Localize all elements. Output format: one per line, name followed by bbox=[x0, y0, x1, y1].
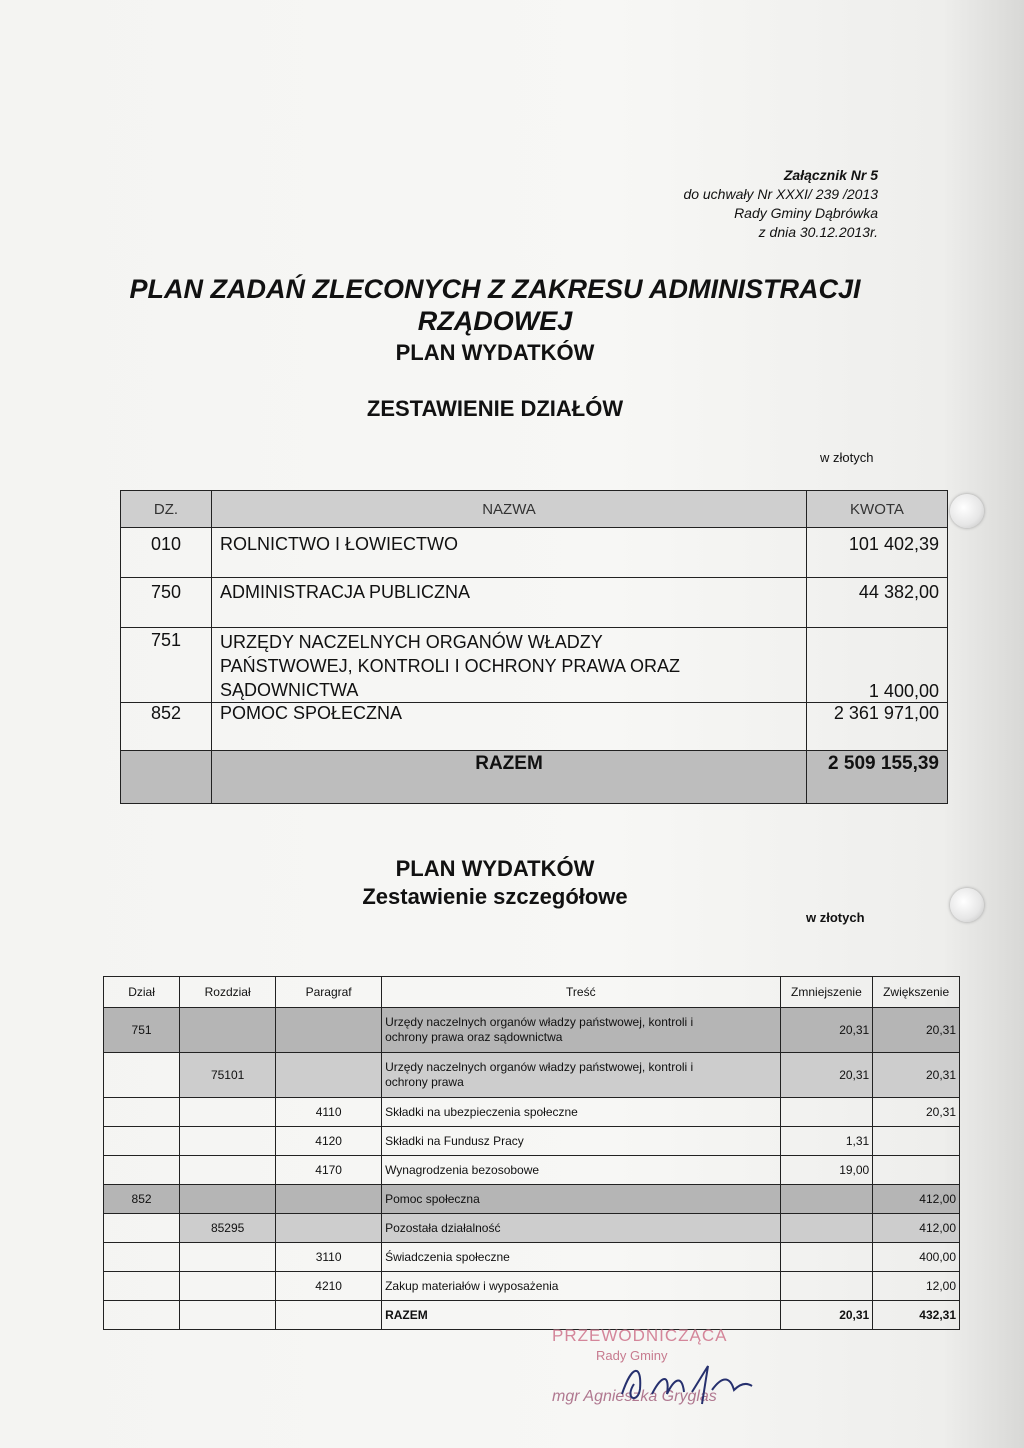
cell-rozdzial bbox=[180, 1272, 276, 1301]
cell-paragraf: 4170 bbox=[276, 1156, 382, 1185]
cell-paragraf: 4210 bbox=[276, 1272, 382, 1301]
table-row bbox=[104, 1185, 960, 1214]
signature bbox=[612, 1354, 762, 1414]
cell-tresc bbox=[382, 1053, 781, 1098]
resolution-number: do uchwały Nr XXXI/ 239 /2013 bbox=[683, 186, 878, 202]
cell-amount: 2 361 971,00 bbox=[807, 703, 948, 751]
summary-table bbox=[120, 490, 948, 804]
cell-paragraf: 4120 bbox=[276, 1127, 382, 1156]
cell-amount: 1 400,00 bbox=[807, 628, 948, 703]
cell-name-line: URZĘDY NACZELNYCH ORGANÓW WŁADZY bbox=[220, 632, 603, 652]
punch-hole bbox=[950, 494, 984, 528]
cell-rozdzial bbox=[180, 1008, 276, 1053]
stamp-name: mgr Agnieszka Gryglas bbox=[552, 1388, 717, 1405]
cell-name-line: SĄDOWNICTWA bbox=[220, 680, 359, 700]
cell-rozdzial: 85295 bbox=[180, 1214, 276, 1243]
cell-zwiekszenie: 412,00 bbox=[873, 1214, 960, 1243]
cell-tresc: Świadczenia społeczne bbox=[382, 1243, 781, 1272]
cell-zwiekszenie: 20,31 bbox=[873, 1008, 960, 1053]
cell-dzial: 852 bbox=[104, 1185, 180, 1214]
table-row bbox=[121, 703, 948, 751]
cell-dzial bbox=[104, 1098, 180, 1127]
cell-dzial bbox=[104, 1127, 180, 1156]
cell-zwiekszenie bbox=[873, 1127, 960, 1156]
cell-tresc: Zakup materiałów i wyposażenia bbox=[382, 1272, 781, 1301]
cell-zwiekszenie bbox=[873, 1156, 960, 1185]
cell-zwiekszenie: 20,31 bbox=[873, 1098, 960, 1127]
document-title-cont: RZĄDOWEJ bbox=[417, 306, 573, 336]
cell-tresc: Wynagrodzenia bezosobowe bbox=[382, 1156, 781, 1185]
cell-tresc: Składki na Fundusz Pracy bbox=[382, 1127, 781, 1156]
cell-zmniejszenie: 20,31 bbox=[780, 1008, 873, 1053]
cell-dzial bbox=[104, 1301, 180, 1330]
cell-name: ROLNICTWO I ŁOWIECTWO bbox=[212, 528, 807, 578]
cell-tresc-line: Urzędy naczelnych organów władzy państwowej, kontroli i bbox=[385, 1060, 694, 1074]
cell-amount: 44 382,00 bbox=[807, 578, 948, 628]
resolution-date: z dnia 30.12.2013r. bbox=[758, 224, 878, 240]
cell-dzial bbox=[104, 1053, 180, 1098]
cell-dzial bbox=[104, 1214, 180, 1243]
cell-zmniejszenie: 20,31 bbox=[780, 1053, 873, 1098]
table-header-row bbox=[104, 977, 960, 1008]
table-total-row bbox=[104, 1301, 960, 1330]
cell-dz: 750 bbox=[121, 578, 212, 628]
cell-paragraf bbox=[276, 1214, 382, 1243]
table-row bbox=[104, 1243, 960, 1272]
cell-paragraf bbox=[276, 1185, 382, 1214]
header-zmniejszenie: Zmniejszenie bbox=[780, 977, 873, 1008]
detail-unit: w złotych bbox=[806, 910, 865, 925]
table-row bbox=[121, 628, 948, 703]
cell-zmniejszenie bbox=[780, 1185, 873, 1214]
cell-zwiekszenie: 412,00 bbox=[873, 1185, 960, 1214]
header-dz: DZ. bbox=[121, 491, 212, 528]
cell-paragraf bbox=[276, 1008, 382, 1053]
cell-dz: 010 bbox=[121, 528, 212, 578]
cell-dz bbox=[121, 751, 212, 804]
cell-zmniejszenie: 19,00 bbox=[780, 1156, 873, 1185]
cell-zmniejszenie bbox=[780, 1098, 873, 1127]
attachment-number: Załącznik Nr 5 bbox=[783, 167, 878, 183]
cell-zmniejszenie bbox=[780, 1243, 873, 1272]
stamp-council: Rady Gminy bbox=[596, 1348, 668, 1363]
cell-rozdzial bbox=[180, 1185, 276, 1214]
table-row bbox=[104, 1272, 960, 1301]
table-row bbox=[104, 1214, 960, 1243]
cell-amount: 101 402,39 bbox=[807, 528, 948, 578]
header-rozdzial: Rozdział bbox=[180, 977, 276, 1008]
cell-name: POMOC SPOŁECZNA bbox=[212, 703, 807, 751]
header-tresc: Treść bbox=[382, 977, 781, 1008]
header-paragraf: Paragraf bbox=[276, 977, 382, 1008]
cell-tresc-line: ochrony prawa oraz sądownictwa bbox=[385, 1030, 563, 1044]
document-title: PLAN ZADAŃ ZLECONYCH Z ZAKRESU ADMINISTRACJI bbox=[129, 274, 861, 304]
table-row bbox=[121, 528, 948, 578]
table-total-row bbox=[121, 751, 948, 804]
table-row bbox=[121, 578, 948, 628]
table-row bbox=[104, 1127, 960, 1156]
cell-zwiekszenie: 12,00 bbox=[873, 1272, 960, 1301]
cell-name: ADMINISTRACJA PUBLICZNA bbox=[212, 578, 807, 628]
cell-dzial bbox=[104, 1272, 180, 1301]
cell-rozdzial: 75101 bbox=[180, 1053, 276, 1098]
cell-zwiekszenie: 20,31 bbox=[873, 1053, 960, 1098]
signature-stroke bbox=[622, 1366, 752, 1404]
total-label: RAZEM bbox=[212, 751, 807, 804]
cell-dz: 852 bbox=[121, 703, 212, 751]
cell-tresc: Pomoc społeczna bbox=[382, 1185, 781, 1214]
cell-name-line: PAŃSTWOWEJ, KONTROLI I OCHRONY PRAWA ORAZ bbox=[220, 656, 681, 676]
cell-tresc-line: Urzędy naczelnych organów władzy państwowej, kontroli i bbox=[385, 1015, 694, 1029]
cell-tresc bbox=[382, 1008, 781, 1053]
detail-heading: PLAN WYDATKÓW bbox=[395, 856, 595, 881]
cell-zmniejszenie: 1,31 bbox=[780, 1127, 873, 1156]
table-row bbox=[104, 1156, 960, 1185]
cell-paragraf bbox=[276, 1301, 382, 1330]
cell-rozdzial bbox=[180, 1301, 276, 1330]
cell-dz: 751 bbox=[121, 628, 212, 703]
total-zmniejszenie: 20,31 bbox=[780, 1301, 873, 1330]
attachment-reference bbox=[683, 166, 878, 242]
cell-dzial bbox=[104, 1156, 180, 1185]
total-label: RAZEM bbox=[382, 1301, 781, 1330]
cell-rozdzial bbox=[180, 1156, 276, 1185]
detail-subheading: Zestawienie szczegółowe bbox=[362, 884, 628, 909]
cell-name bbox=[212, 628, 807, 703]
summary-unit: w złotych bbox=[820, 450, 874, 465]
total-amount: 2 509 155,39 bbox=[807, 751, 948, 804]
council-name: Rady Gminy Dąbrówka bbox=[734, 205, 878, 221]
cell-tresc: Pozostała działalność bbox=[382, 1214, 781, 1243]
cell-paragraf: 3110 bbox=[276, 1243, 382, 1272]
table-row bbox=[104, 1008, 960, 1053]
cell-dzial bbox=[104, 1243, 180, 1272]
cell-rozdzial bbox=[180, 1098, 276, 1127]
summary-heading: ZESTAWIENIE DZIAŁÓW bbox=[366, 396, 624, 421]
cell-zmniejszenie bbox=[780, 1214, 873, 1243]
table-header-row bbox=[121, 491, 948, 528]
stamp-title: PRZEWODNICZĄCA bbox=[552, 1326, 728, 1345]
header-zwiekszenie: Zwiększenie bbox=[873, 977, 960, 1008]
header-dzial: Dział bbox=[104, 977, 180, 1008]
cell-tresc: Składki na ubezpieczenia społeczne bbox=[382, 1098, 781, 1127]
header-amount: KWOTA bbox=[807, 491, 948, 528]
cell-dzial: 751 bbox=[104, 1008, 180, 1053]
table-row bbox=[104, 1053, 960, 1098]
plan-heading: PLAN WYDATKÓW bbox=[395, 340, 595, 365]
table-row bbox=[104, 1098, 960, 1127]
cell-paragraf: 4110 bbox=[276, 1098, 382, 1127]
cell-paragraf bbox=[276, 1053, 382, 1098]
cell-zmniejszenie bbox=[780, 1272, 873, 1301]
cell-zwiekszenie: 400,00 bbox=[873, 1243, 960, 1272]
detail-table bbox=[103, 976, 960, 1330]
cell-rozdzial bbox=[180, 1243, 276, 1272]
header-name: NAZWA bbox=[212, 491, 807, 528]
total-zwiekszenie: 432,31 bbox=[873, 1301, 960, 1330]
cell-rozdzial bbox=[180, 1127, 276, 1156]
cell-tresc-line: ochrony prawa bbox=[385, 1075, 464, 1089]
